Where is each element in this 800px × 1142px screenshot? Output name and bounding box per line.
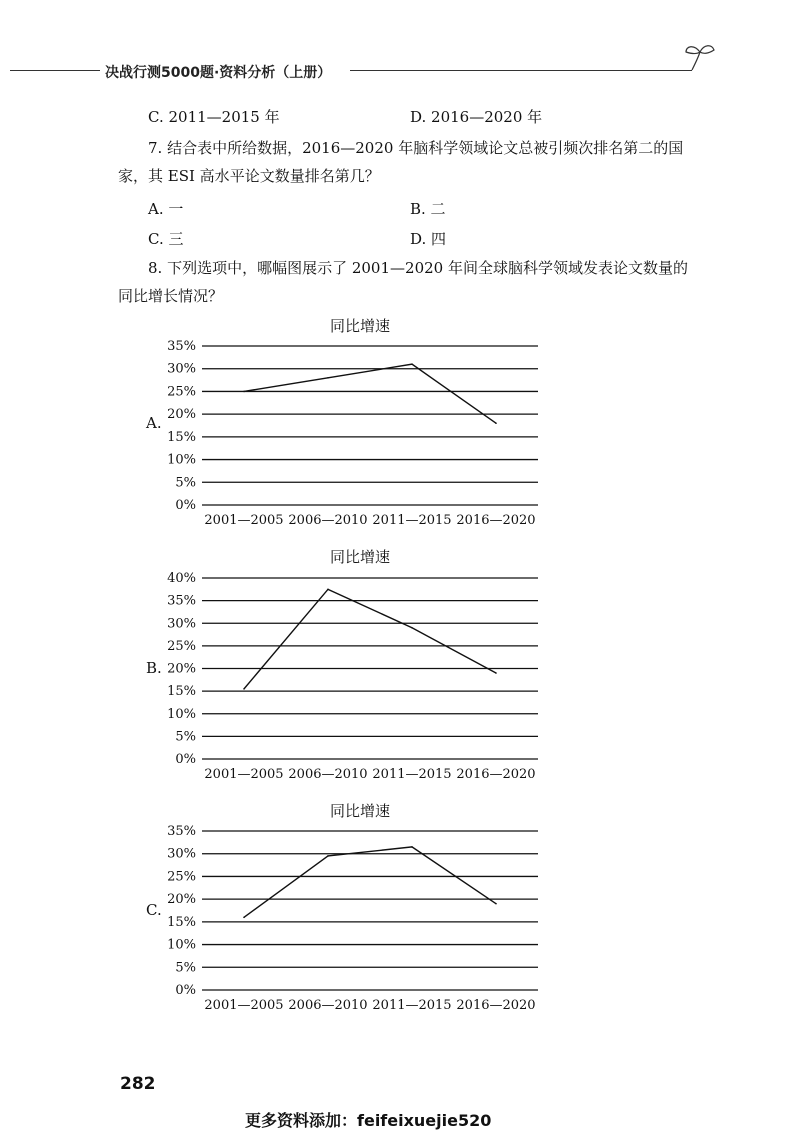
y-tick-label: 40% bbox=[167, 571, 196, 586]
x-tick-label: 2006—2010 bbox=[288, 998, 368, 1013]
chart-b-letter: B. bbox=[146, 659, 162, 677]
x-tick-label: 2011—2015 bbox=[372, 998, 452, 1013]
chart-c bbox=[140, 821, 570, 1021]
chart-a-title: 同比增速 bbox=[330, 317, 391, 335]
chart-a bbox=[140, 336, 570, 536]
data-point bbox=[243, 688, 245, 690]
question7-line2: 家，其 ESI 高水平论文数量排名第几？ bbox=[118, 167, 380, 185]
option-d: D. 2016—2020 年 bbox=[410, 108, 543, 126]
y-tick-label: 20% bbox=[167, 661, 196, 677]
data-point bbox=[327, 855, 329, 857]
y-tick-label: 35% bbox=[167, 593, 196, 609]
sprout-icon bbox=[680, 40, 720, 78]
y-tick-label: 0% bbox=[175, 752, 196, 767]
header-title: 决战行测5000题·资料分析（上册） bbox=[105, 65, 332, 81]
q7-option-d: D. 四 bbox=[410, 230, 447, 248]
header-rule-right bbox=[350, 70, 692, 71]
x-tick-label: 2001—2005 bbox=[204, 513, 284, 528]
y-tick-label: 15% bbox=[167, 429, 196, 445]
y-tick-label: 25% bbox=[167, 638, 196, 654]
q7-option-c: C. 三 bbox=[148, 230, 184, 248]
x-tick-label: 2011—2015 bbox=[372, 767, 452, 782]
y-tick-label: 30% bbox=[167, 616, 196, 632]
y-tick-label: 0% bbox=[175, 498, 196, 513]
data-point bbox=[327, 589, 329, 591]
chart-b-title: 同比增速 bbox=[330, 548, 391, 566]
x-tick-label: 2006—2010 bbox=[288, 767, 368, 782]
x-tick-label: 2001—2005 bbox=[204, 998, 284, 1013]
data-point bbox=[495, 672, 497, 674]
y-tick-label: 25% bbox=[167, 384, 196, 400]
question8-line1: 8. 下列选项中，哪幅图展示了 2001—2020 年间全球脑科学领域发表论文数量的 bbox=[148, 259, 688, 277]
y-tick-label: 25% bbox=[167, 869, 196, 885]
data-point bbox=[495, 422, 497, 424]
x-tick-label: 2016—2020 bbox=[456, 767, 536, 782]
y-tick-label: 5% bbox=[175, 960, 196, 976]
y-tick-label: 5% bbox=[175, 475, 196, 491]
y-tick-label: 10% bbox=[167, 937, 196, 953]
q7-option-b: B. 二 bbox=[410, 200, 446, 218]
data-point bbox=[495, 903, 497, 905]
x-tick-label: 2011—2015 bbox=[372, 513, 452, 528]
page-number: 282 bbox=[120, 1074, 156, 1094]
chart-c-letter: C. bbox=[146, 901, 162, 919]
y-tick-label: 0% bbox=[175, 983, 196, 998]
chart-a-letter: A. bbox=[146, 414, 162, 432]
chart-b bbox=[140, 568, 570, 783]
y-tick-label: 5% bbox=[175, 729, 196, 745]
data-point bbox=[327, 377, 329, 379]
question7-line1: 7. 结合表中所给数据，2016—2020 年脑科学领域论文总被引频次排名第二的国 bbox=[148, 139, 684, 157]
x-tick-label: 2001—2005 bbox=[204, 767, 284, 782]
y-tick-label: 20% bbox=[167, 892, 196, 908]
x-tick-label: 2006—2010 bbox=[288, 513, 368, 528]
series-line bbox=[244, 847, 496, 917]
data-point bbox=[411, 846, 413, 848]
x-tick-label: 2016—2020 bbox=[456, 998, 536, 1013]
y-tick-label: 30% bbox=[167, 361, 196, 377]
y-tick-label: 15% bbox=[167, 914, 196, 930]
y-tick-label: 30% bbox=[167, 846, 196, 862]
series-line bbox=[244, 589, 496, 689]
q7-option-a: A. 一 bbox=[148, 200, 184, 218]
footer-text: 更多资料添加：feifeixuejie520 bbox=[245, 1111, 492, 1130]
y-tick-label: 15% bbox=[167, 684, 196, 700]
data-point bbox=[411, 363, 413, 365]
header-rule bbox=[10, 70, 100, 71]
y-tick-label: 35% bbox=[167, 824, 196, 839]
option-c: C. 2011—2015 年 bbox=[148, 108, 280, 126]
y-tick-label: 35% bbox=[167, 339, 196, 354]
question8-line2: 同比增长情况？ bbox=[118, 287, 224, 305]
data-point bbox=[243, 391, 245, 393]
y-tick-label: 10% bbox=[167, 706, 196, 722]
y-tick-label: 20% bbox=[167, 407, 196, 423]
y-tick-label: 10% bbox=[167, 452, 196, 468]
x-tick-label: 2016—2020 bbox=[456, 513, 536, 528]
chart-c-title: 同比增速 bbox=[330, 802, 391, 820]
data-point bbox=[243, 917, 245, 919]
data-point bbox=[411, 627, 413, 629]
